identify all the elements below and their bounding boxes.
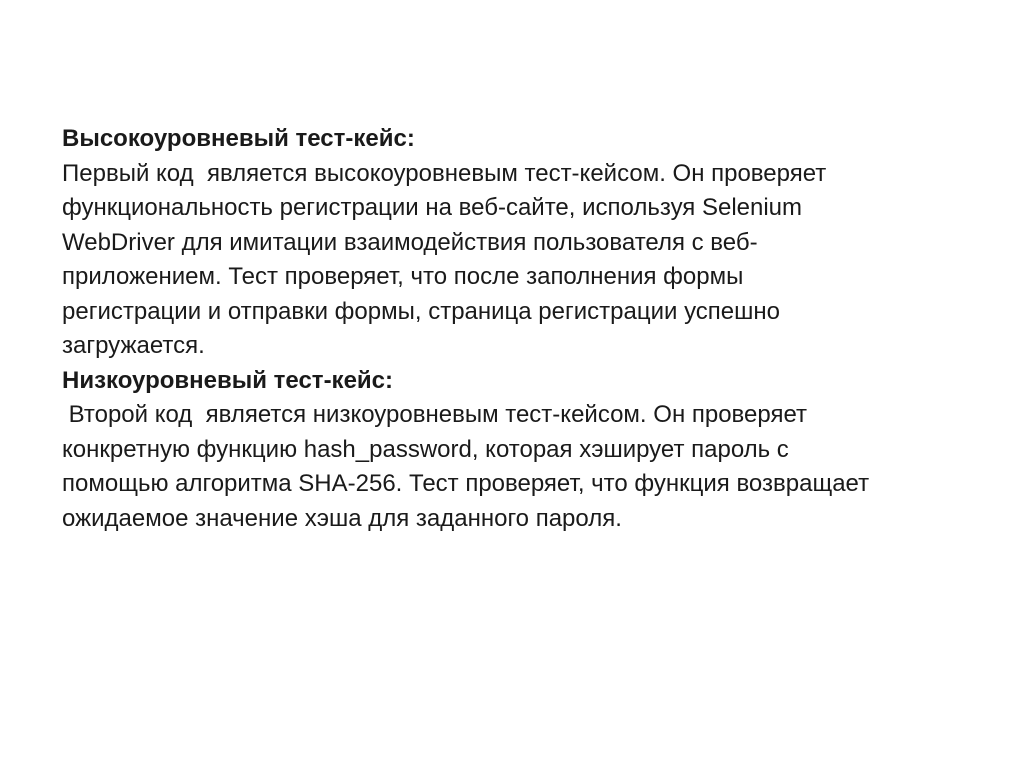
paragraph-line: помощью алгоритма SHA-256. Тест проверяет, что функция возвращает — [62, 470, 870, 497]
paragraph-line: Первый код является высокоуровневым тест-кейсом. Он проверяет — [62, 159, 827, 187]
paragraph-line: WebDriver для имитации взаимодействия пользователя с веб- — [62, 228, 758, 256]
section-heading-low-level: Низкоуровневый тест-кейс: — [62, 366, 394, 394]
paragraph-line: регистрации и отправки формы, страница регистрации успешно — [62, 297, 781, 325]
paragraph-line: конкретную функцию hash_password, которая хэширует пароль с — [62, 435, 789, 463]
paragraph-line: функциональность регистрации на веб-сайте, используя Selenium — [62, 194, 803, 221]
section-heading-high-level: Высокоуровневый тест-кейс: — [62, 125, 415, 152]
paragraph-line: Второй код является низкоуровневым тест-кейсом. Он проверяет — [62, 401, 807, 428]
paragraph-line: приложением. Тест проверяет, что после заполнения формы — [62, 263, 744, 290]
slide-text-block — [62, 122, 962, 536]
paragraph-line: загружается. — [62, 332, 205, 359]
paragraph-line: ожидаемое значение хэша для заданного пароля. — [62, 504, 622, 532]
